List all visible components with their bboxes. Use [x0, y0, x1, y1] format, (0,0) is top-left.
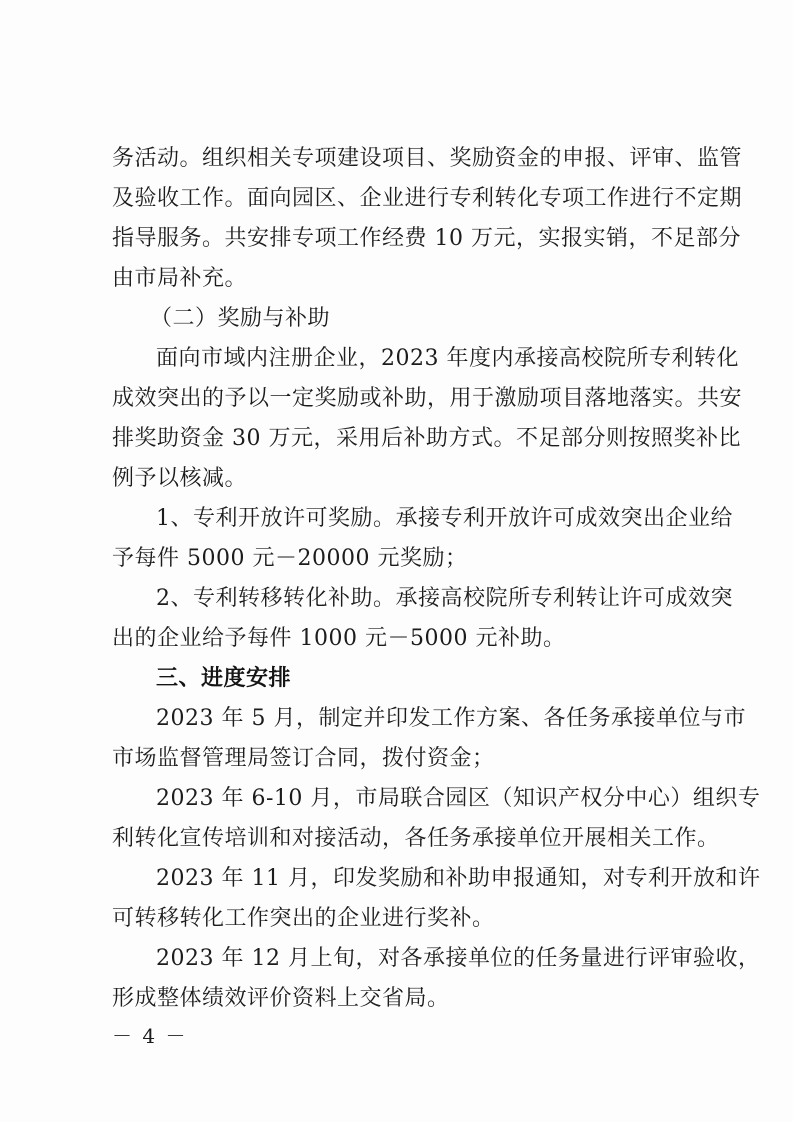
schedule-line: 形成整体绩效评价资料上交省局。 — [112, 986, 450, 1011]
schedule-line: 市场监督管理局签订合同，拨付资金； — [112, 746, 495, 771]
paragraph-line: 成效突出的予以一定奖励或补助，用于激励项目落地落实。共安 — [112, 386, 743, 411]
paragraph-line: 务活动。组织相关专项建设项目、奖励资金的申报、评审、监管 — [112, 146, 743, 171]
schedule-line: 可转移转化工作突出的企业进行奖补。 — [112, 906, 495, 931]
page-number: － 4 － — [112, 1024, 188, 1048]
subheading-reward: （二）奖励与补助 — [150, 306, 331, 331]
list-item-line: 1、专利开放许可奖励。承接专利开放许可成效突出企业给 — [156, 506, 733, 531]
paragraph-line: 及验收工作。面向园区、企业进行专利转化专项工作进行不定期 — [112, 186, 743, 211]
schedule-line: 2023 年 6-10 月，市局联合园区（知识产权分中心）组织专 — [156, 786, 761, 811]
schedule-line: 2023 年 12 月上旬，对各承接单位的任务量进行评审验收， — [156, 946, 761, 971]
paragraph-line: 由市局补充。 — [112, 266, 248, 291]
paragraph-line: 例予以核减。 — [112, 466, 248, 491]
list-item-line: 予每件 5000 元－20000 元奖励； — [112, 546, 468, 571]
section-heading: 三、进度安排 — [156, 666, 292, 691]
paragraph-line: 指导服务。共安排专项工作经费 10 万元，实报实销，不足部分 — [112, 226, 741, 251]
list-item-line: 出的企业给予每件 1000 元－5000 元补助。 — [112, 626, 566, 651]
list-item-line: 2、专利转移转化补助。承接高校院所专利转让许可成效突 — [156, 586, 733, 611]
paragraph-line: 面向市域内注册企业，2023 年度内承接高校院所专利转化 — [156, 346, 739, 371]
schedule-line: 2023 年 11 月，印发奖励和补助申报通知，对专利开放和许 — [156, 866, 761, 891]
schedule-line: 利转化宣传培训和对接活动，各任务承接单位开展相关工作。 — [112, 826, 720, 851]
paragraph-line: 排奖助资金 30 万元，采用后补助方式。不足部分则按照奖补比 — [112, 426, 741, 451]
schedule-line: 2023 年 5 月，制定并印发工作方案、各任务承接单位与市 — [156, 706, 746, 731]
